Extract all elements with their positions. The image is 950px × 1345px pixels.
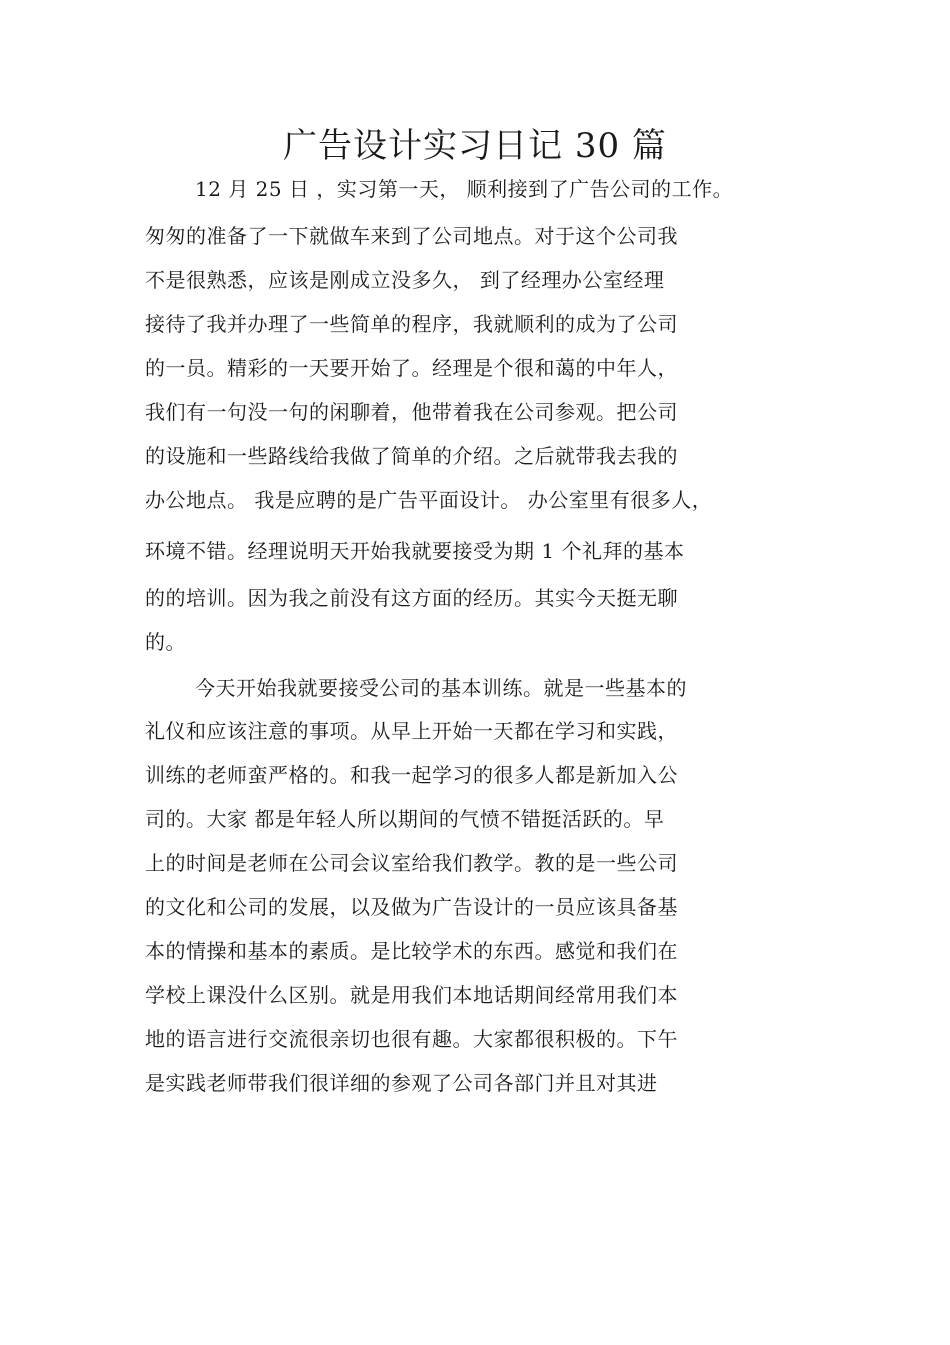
paragraph-1-line-5: 的一员。精彩的一天要开始了。经理是个很和蔼的中年人，	[145, 356, 678, 380]
paragraph-1-line-1: 12 月 25 日 ，实习第一天， 顺利接到了广告公司的工作。	[195, 177, 734, 201]
paragraph-1-line-8: 办公地点。 我是应聘的是广告平面设计。 办公室里有很多人，	[145, 488, 713, 512]
paragraph-2-line-9: 地的语言进行交流很亲切也很有趣。大家都很积极的。下午	[145, 1027, 678, 1051]
paragraph-1-line-11: 的。	[145, 630, 186, 654]
paragraph-2-line-4: 司的。大家 都是年轻人所以期间的气愤不错挺活跃的。早	[145, 807, 665, 831]
paragraph-2-line-8: 学校上课没什么区别。就是用我们本地话期间经常用我们本	[145, 983, 678, 1007]
paragraph-2-line-10: 是实践老师带我们很详细的参观了公司各部门并且对其进	[145, 1071, 658, 1095]
document-title: 广告设计实习日记 30 篇	[283, 126, 667, 166]
paragraph-1-line-2: 匆匆的准备了一下就做车来到了公司地点。对于这个公司我	[145, 224, 678, 248]
paragraph-2-line-3: 训练的老师蛮严格的。和我一起学习的很多人都是新加入公	[145, 763, 678, 787]
paragraph-2-line-7: 本的情操和基本的素质。是比较学术的东西。感觉和我们在	[145, 939, 678, 963]
paragraph-1-line-7: 的设施和一些路线给我做了简单的介绍。之后就带我去我的	[145, 444, 678, 468]
paragraph-1-line-4: 接待了我并办理了一些简单的程序，我就顺利的成为了公司	[145, 312, 678, 336]
paragraph-1-line-10: 的的培训。因为我之前没有这方面的经历。其实今天挺无聊	[145, 586, 678, 610]
paragraph-2-line-6: 的文化和公司的发展，以及做为广告设计的一员应该具备基	[145, 895, 678, 919]
paragraph-2-line-1: 今天开始我就要接受公司的基本训练。就是一些基本的	[195, 676, 687, 700]
paragraph-1-line-3: 不是很熟悉，应该是刚成立没多久， 到了经理办公室经理	[145, 268, 665, 292]
paragraph-1-line-9: 环境不错。经理说明天开始我就要接受为期 1 个礼拜的基本	[145, 539, 685, 563]
paragraph-2-line-5: 上的时间是老师在公司会议室给我们教学。教的是一些公司	[145, 851, 678, 875]
paragraph-1-line-6: 我们有一句没一句的闲聊着，他带着我在公司参观。把公司	[145, 400, 678, 424]
paragraph-2-line-2: 礼仪和应该注意的事项。从早上开始一天都在学习和实践，	[145, 719, 678, 743]
